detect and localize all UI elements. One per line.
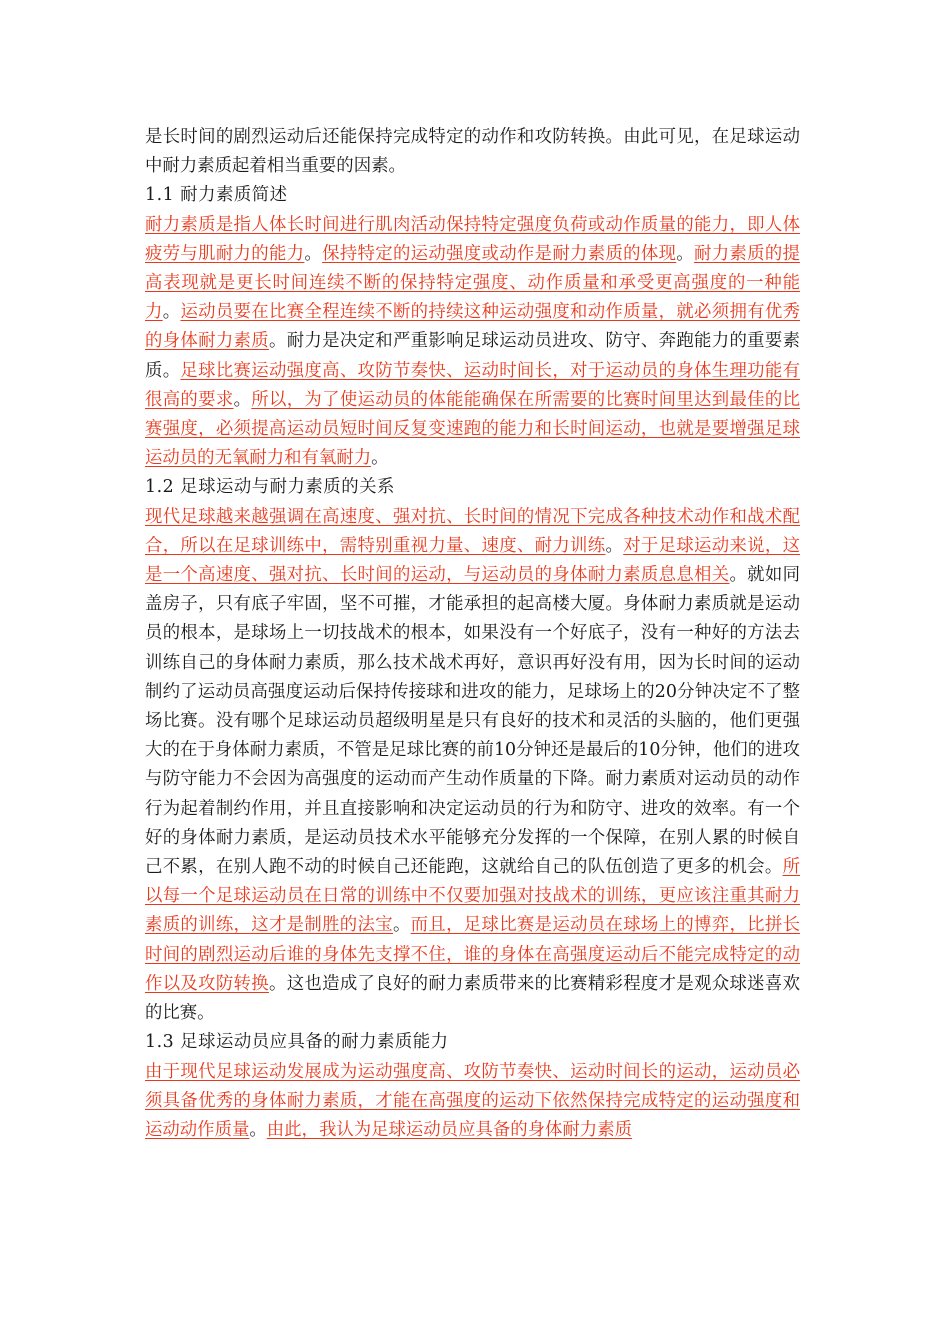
body-text: 。: [162, 302, 181, 323]
body-text: 。: [233, 389, 252, 410]
body-text: 是长时间的剧烈运动后还能保持完成特定的动作和攻防转换。由此可见，在足球运动中耐力素质起着相当重要的因素。: [145, 127, 800, 177]
highlighted-text: 耐力素质是指人体长时间进行肌肉活动保持特定强度负荷或动作质量的能力，即人体疲劳与肌耐力的能力: [145, 214, 800, 264]
highlighted-text: 所以，为了使运动员的体能能确保在所需要的比赛时间里达到最佳的比赛强度，必须提高运动员短时间反复变速跑的能力和长时间运动，也就是要增强足球运动员的无氧耐力和有氧耐力: [145, 389, 800, 469]
body-paragraph: [145, 211, 800, 474]
body-text: 。: [605, 535, 624, 556]
highlighted-text: 耐力素质的提高表现就是更长时间连续不断的保持特定强度、动作质量和承受更高强度的一种能力: [145, 243, 800, 323]
body-text: 。这也造成了良好的耐力素质带来的比赛精彩程度才是观众球迷喜欢的比赛。: [145, 973, 800, 1024]
highlighted-text: 足球比赛运动强度高、攻防节奏快、运动时间长，对于运动员的身体生理功能有很高的要求: [145, 360, 800, 410]
highlighted-text: 运动员要在比赛全程连续不断的持续这种运动强度和动作质量，就必须拥有优秀的身体耐力素质: [145, 302, 800, 352]
highlighted-text: 所以每一个足球运动员在日常的训练中不仅要加强对技战术的训练，更应该注重其耐力素质的训练，这才是制胜的法宝: [145, 857, 800, 936]
section-heading: 1.2 足球运动与耐力素质的关系: [145, 477, 395, 498]
highlighted-text: 而且，足球比赛是运动员在球场上的博弈，比拼长时间的剧烈运动后谁的身体先支撑不住，谁的身体在高强度运动后不能完成特定的动作以及攻防转换: [145, 915, 800, 994]
highlighted-text: 由此，我认为足球运动员应具备的身体耐力素质: [266, 1119, 632, 1140]
body-text: 。: [249, 1119, 267, 1140]
section-heading: 1.1 耐力素质简述: [145, 185, 288, 206]
highlighted-text: 对于足球运动来说，这是一个高速度、强对抗、长时间的运动，与运动员的身体耐力素质息息相关: [145, 535, 800, 586]
highlighted-text: 由于现代足球运动发展成为运动强度高、攻防节奏快、运动时间长的运动，运动员必须具备优秀的身体耐力素质，才能在高强度的运动下依然保持完成特定的运动强度和运动动作质量: [145, 1061, 800, 1140]
body-paragraph: [145, 123, 800, 181]
body-text: 。: [371, 448, 389, 469]
body-text: 。: [304, 243, 323, 264]
body-text: 。: [676, 243, 695, 264]
highlighted-text: 现代足球越来越强调在高速度、强对抗、长时间的情况下完成各种技术动作和战术配合，所以在足球训练中，需特别重视力量、速度、耐力训练: [145, 506, 800, 556]
document-page: [145, 123, 800, 1145]
body-text: 。耐力是决定和严重影响足球运动员进攻、防守、奔跑能力的重要素质。: [145, 331, 800, 381]
highlighted-text: 保持特定的运动强度或动作是耐力素质的体现: [322, 243, 677, 264]
body-text: 。就如同盖房子，只有底子牢固，坚不可摧，才能承担的起高楼大厦。身体耐力素质就是运动员的根本，是球场上一切技战术的根本，如果没有一个好底子，没有一种好的方法去训练自己的身体耐力素质，那么技术战术再好，意识再好没有用，因为长时间的运动制约了运动员高强度运动后保持传接球和进攻的能力，足球场上的20分钟决定不了整场比赛。没有哪个足球运动员超级明星是只有良好的技术和灵活的头脑的，他们更强大的在于身体耐力素质，不管是足球比赛的前10分钟还是最后的10分钟，他们的进攻与防守能力不会因为高强度的运动而产生动作质量的下降。耐力素质对运动员的动作行为起着制约作用，并且直接影响和决定运动员的行为和防守、进攻的效率。有一个好的身体耐力素质，是运动员技术水平能够充分发挥的一个保障，在别人累的时候自己不累，在别人跑不动的时候自己还能跑，这就给自己的队伍创造了更多的机会。: [145, 565, 800, 878]
body-paragraph: [145, 503, 800, 1029]
body-text: 。: [392, 915, 411, 936]
section-heading: 1.3 足球运动员应具备的耐力素质能力: [145, 1032, 449, 1053]
body-paragraph: [145, 1058, 800, 1146]
